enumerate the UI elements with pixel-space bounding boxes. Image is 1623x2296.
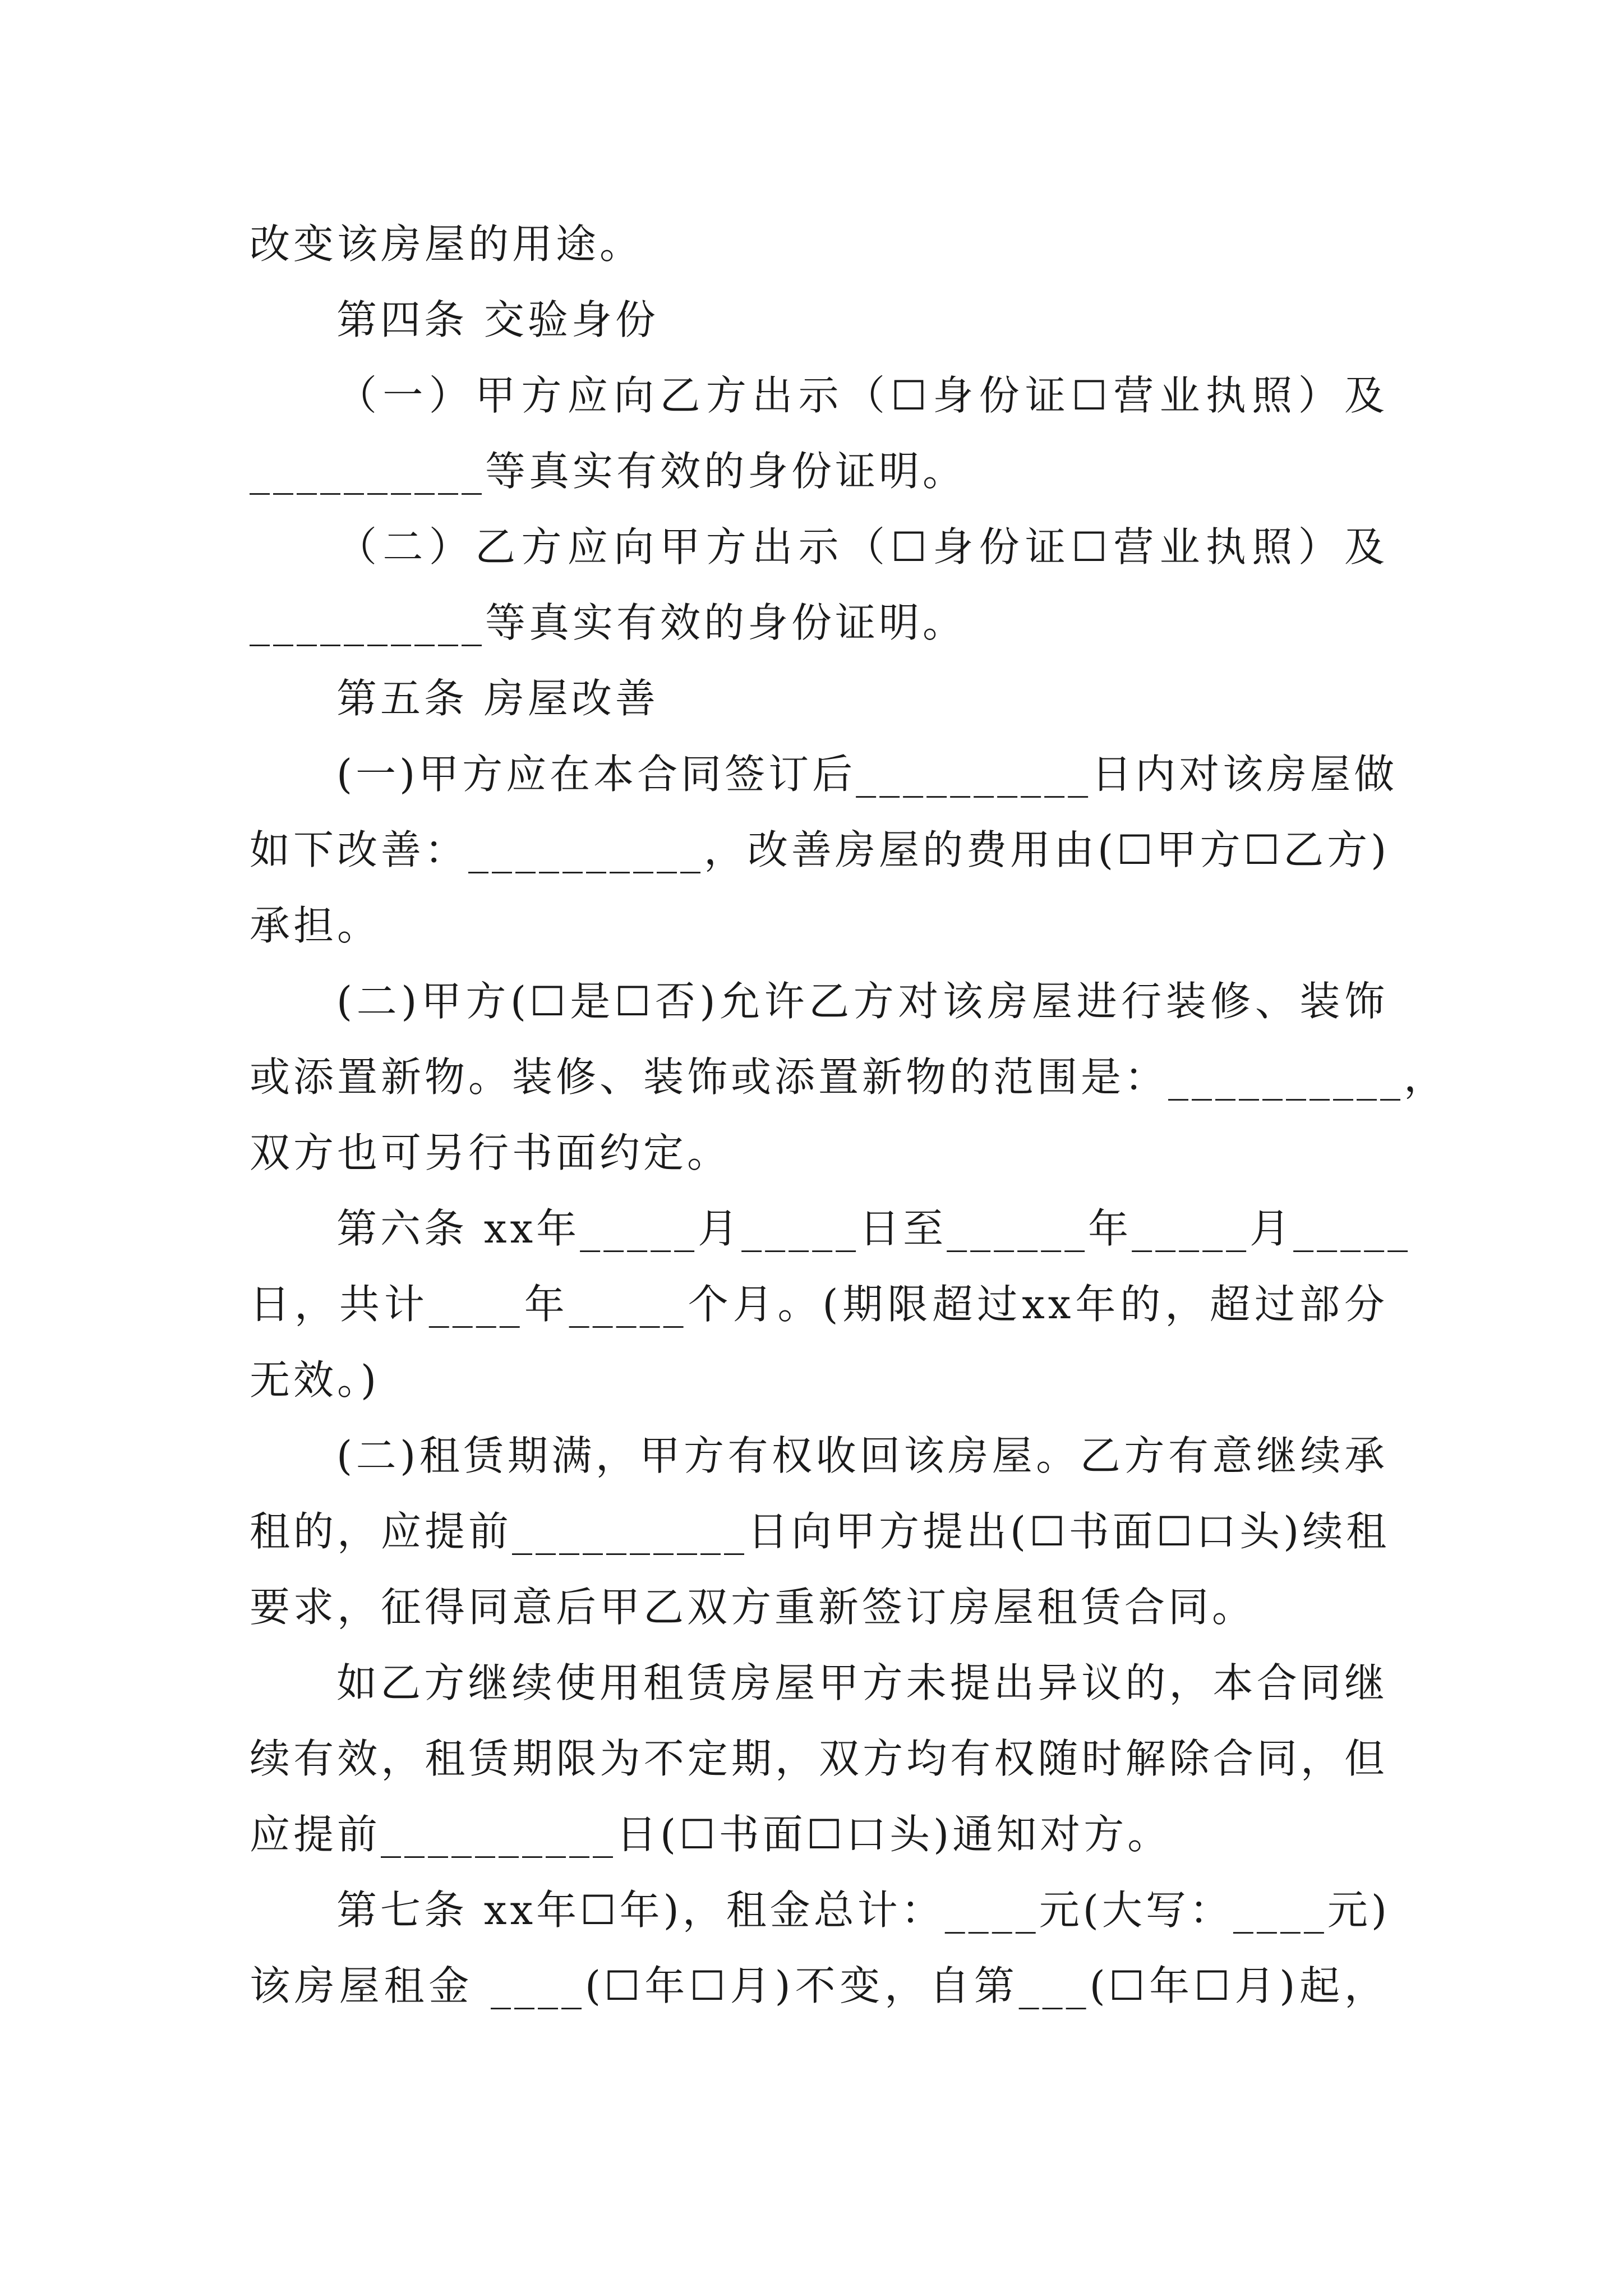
article-heading: 第七条 xx年☐年)，租金总计：____元(大写：____元) [336,1887,1390,1934]
text-line: 要求，征得同意后甲乙双方重新签订房屋租赁合同。 [250,1584,1256,1631]
article-heading: 第六条 xx年_____月_____日至______年_____月_____ [336,1205,1412,1252]
article-heading: 第五条 房屋改善 [336,675,659,722]
text-line: 如乙方继续使用租赁房屋甲方未提出异议的，本合同继 [336,1659,1388,1706]
text-line: （一）甲方应向乙方出示（☐身份证☐营业执照）及 [336,372,1388,419]
text-line: __________等真实有效的身份证明。 [250,448,967,495]
text-line: 双方也可另行书面约定。 [250,1129,731,1176]
text-line: (二)租赁期满，甲方有权收回该房屋。乙方有意继续承 [336,1432,1388,1479]
text-line: 续有效，租赁期限为不定期，双方均有权随时解除合同，但 [250,1735,1388,1782]
text-line: （二）乙方应向甲方出示（☐身份证☐营业执照）及 [336,523,1388,570]
text-line: __________等真实有效的身份证明。 [250,599,967,646]
text-line: 改变该房屋的用途。 [250,220,644,268]
text-line: 该房屋租金 ____(☐年☐月)不变，自第___(☐年☐月)起， [250,1962,1388,2009]
text-line: 应提前__________日(☐书面☐口头)通知对方。 [250,1811,1172,1858]
text-line: (二)甲方(☐是☐否)允许乙方对该房屋进行装修、装饰 [336,978,1388,1025]
text-line: (一)甲方应在本合同签订后__________日内对该房屋做 [336,751,1398,798]
text-line: 无效。) [250,1356,380,1404]
text-line: 租的，应提前__________日向甲方提出(☐书面☐口头)续租 [250,1508,1390,1555]
text-line: 如下改善：__________，改善房屋的费用由(☐甲方☐乙方) [250,826,1390,873]
article-heading: 第四条 交验身份 [336,296,659,343]
text-line: 承担。 [250,902,381,949]
text-line: 日，共计____年_____个月。(期限超过xx年的，超过部分 [250,1281,1388,1328]
text-line: 或添置新物。装修、装饰或添置新物的范围是：__________， [250,1053,1448,1101]
